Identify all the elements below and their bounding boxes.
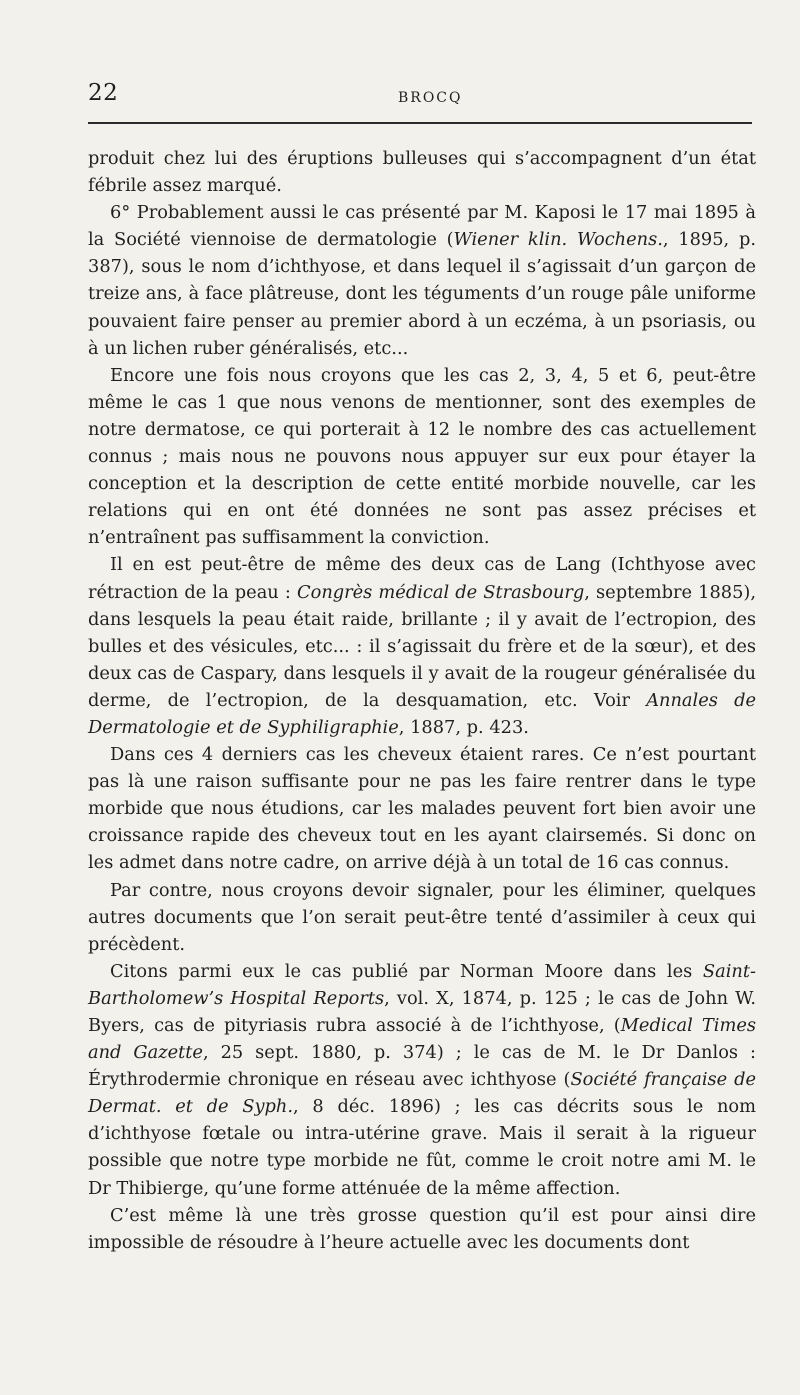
text-run: , vol. X, 1874, p. 125 ; le cas de John W. Byers, cas de pityriasis rubra associé à de l’ichthyose, ( <box>88 987 756 1036</box>
italic-citation: Société française de Dermat. et de Syph. <box>88 1069 757 1118</box>
text-run: C’est même là une très grosse question qu’il est pour ainsi dire impossible de résoudre à l’heure actuelle avec les documents dont <box>88 1204 756 1253</box>
text-run: , septembre 1885), dans lesquels la peau était raide, brillante ; il y avait de l’ectropion, des bulles et des vésicules, etc... : il s’agissait du frère et de la sœur), et des deux cas de Caspary, dans lesquels il y avait de la rougeur généralisée du derme, de l’ectropion, de la desquamation, etc. Voir <box>88 581 756 711</box>
paragraph <box>88 551 756 741</box>
italic-citation: Saint-Bartholomew’s Hospital Reports <box>88 960 756 1009</box>
body-text <box>88 145 756 1256</box>
text-run: , 25 sept. 1880, p. 374) ; le cas de M. le Dr Danlos : Érythrodermie chronique en réseau avec ichthyose ( <box>88 1042 756 1091</box>
italic-citation: Annales de Dermatologie et de Syphiligraphie <box>88 689 756 738</box>
text-run: Dans ces 4 derniers cas les cheveux étaient rares. Ce n’est pourtant pas là une raison suffisante pour ne pas les faire rentrer dans le type morbide que nous étudions, car les malades peuvent fort bien avoir une croissance rapide des cheveux tout en les ayant clairsemés. Si donc on les admet dans notre cadre, on arrive déjà à un total de 16 cas connus. <box>88 744 756 874</box>
italic-citation: Medical Times and Gazette <box>88 1015 756 1064</box>
page-header <box>88 72 752 122</box>
text-run: Citons parmi eux le cas publié par Norman Moore dans les <box>110 960 703 982</box>
paragraph <box>88 1202 756 1256</box>
paragraph <box>88 145 756 199</box>
italic-citation: Wiener klin. Wochens. <box>453 229 663 251</box>
paragraph <box>88 362 756 552</box>
header-rule <box>88 122 752 124</box>
italic-citation: Congrès médical de Strasbourg <box>297 581 585 603</box>
text-run: Il en est peut-être de même des deux cas de Lang (Ichthyose avec rétraction de la peau : <box>88 554 756 603</box>
text-run: Encore une fois nous croyons que les cas 2, 3, 4, 5 et 6, peut-être même le cas 1 que nous venons de mentionner, sont des exemples de notre dermatose, ce qui porterait à 12 le nombre des cas actuellement connus ; mais nous ne pouvons nous appuyer sur eux pour étayer la conception et la description de cette entité morbide nouvelle, car les relations qui en ont été données ne sont pas assez précises et n’entraînent pas suffisamment la conviction. <box>88 364 756 549</box>
paragraph <box>88 741 756 876</box>
text-run: Par contre, nous croyons devoir signaler, pour les éliminer, quelques autres documents que l’on serait peut-être tenté d’assimiler à ceux qui précèdent. <box>88 879 756 955</box>
paragraph <box>88 958 756 1202</box>
text-run: , 1887, p. 423. <box>398 716 529 738</box>
paragraph <box>88 199 756 362</box>
paragraph <box>88 877 756 958</box>
text-run: , 1895, p. 387), sous le nom d’ichthyose, et dans lequel il s’agissait d’un garçon de treize ans, à face plâtreuse, dont les téguments d’un rouge pâle uniforme pouvaient faire penser au premier abord à un eczéma, à un psoriasis, ou à un lichen ruber généralisés, etc... <box>88 229 756 359</box>
text-run: , 8 déc. 1896) ; les cas décrits sous le nom d’ichthyose fœtale ou intra-utérine grave. Mais il serait à la rigueur possible que notre type morbide ne fût, comme le croit notre ami M. le Dr Thibierge, qu’une forme atténuée de la même affection. <box>88 1096 756 1199</box>
text-run: produit chez lui des éruptions bulleuses qui s’accompagnent d’un état fébrile assez marqué. <box>88 148 756 197</box>
text-run: 6° Probablement aussi le cas présenté par M. Kaposi le 17 mai 1895 à la Société viennoise de dermatologie ( <box>88 202 756 251</box>
page-number: 22 <box>88 80 119 106</box>
running-head: BROCQ <box>398 90 463 106</box>
